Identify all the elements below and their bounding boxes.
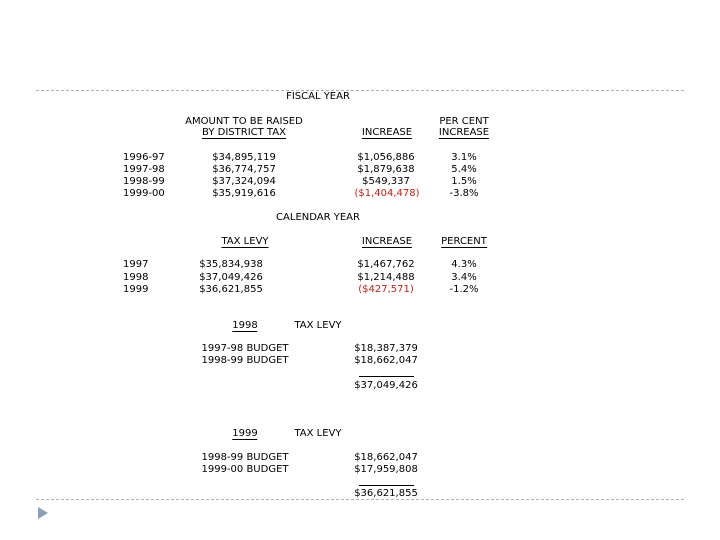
fiscal-increase-cell: $1,056,886 xyxy=(357,152,415,163)
fiscal-amount-cell: $36,774,757 xyxy=(212,164,276,175)
breakdown-1999-item-name: 1998-99 BUDGET xyxy=(201,452,289,463)
calendar-year-title: CALENDAR YEAR xyxy=(276,212,360,223)
bottom-separator xyxy=(36,499,684,500)
breakdown-1999-item-name: 1999-00 BUDGET xyxy=(201,464,289,475)
breakdown-1999-item-amount: $18,662,047 xyxy=(354,452,418,463)
fiscal-year-cell: 1996-97 xyxy=(123,152,165,163)
calendar-year-cell: 1997 xyxy=(123,259,149,270)
fiscal-increase-cell-negative: ($1,404,478) xyxy=(354,188,420,199)
calendar-percent-cell: 4.3% xyxy=(451,259,477,270)
calendar-percent-cell: -1.2% xyxy=(449,284,479,295)
fiscal-col-amount-line2: BY DISTRICT TAX xyxy=(202,127,286,138)
fiscal-col-percent-line2: INCREASE xyxy=(438,127,490,138)
fiscal-increase-cell: $549,337 xyxy=(362,176,410,187)
fiscal-amount-cell: $37,324,094 xyxy=(212,176,276,187)
fiscal-percent-cell: 1.5% xyxy=(451,176,477,187)
fiscal-percent-cell: -3.8% xyxy=(449,188,479,199)
fiscal-amount-cell: $34,895,119 xyxy=(212,152,276,163)
fiscal-amount-cell: $35,919,616 xyxy=(212,188,276,199)
breakdown-1999-sum-line xyxy=(359,485,414,486)
fiscal-col-increase: INCREASE xyxy=(361,127,413,138)
breakdown-1999-label: TAX LEVY xyxy=(294,428,342,439)
fiscal-year-cell: 1998-99 xyxy=(123,176,165,187)
bullet-triangle-icon xyxy=(37,506,49,520)
calendar-percent-cell: 3.4% xyxy=(451,272,477,283)
calendar-increase-cell: $1,214,488 xyxy=(357,272,415,283)
calendar-increase-cell-negative: ($427,571) xyxy=(358,284,414,295)
fiscal-col-percent-line1: PER CENT xyxy=(439,116,489,127)
fiscal-year-cell: 1997-98 xyxy=(123,164,165,175)
calendar-col-percent: PERCENT xyxy=(441,236,487,247)
breakdown-1998-year: 1998 xyxy=(232,320,258,331)
fiscal-percent-cell: 5.4% xyxy=(451,164,477,175)
breakdown-1998-item-name: 1997-98 BUDGET xyxy=(201,343,289,354)
breakdown-1998-item-amount: $18,387,379 xyxy=(354,343,418,354)
calendar-col-increase: INCREASE xyxy=(361,236,413,247)
breakdown-1998-total: $37,049,426 xyxy=(354,380,418,391)
calendar-levy-cell: $35,834,938 xyxy=(199,259,263,270)
fiscal-col-amount-line1: AMOUNT TO BE RAISED xyxy=(185,116,303,127)
fiscal-year-cell: 1999-00 xyxy=(123,188,165,199)
breakdown-1999-total: $36,621,855 xyxy=(354,488,418,499)
fiscal-year-title: FISCAL YEAR xyxy=(286,91,350,102)
calendar-levy-cell: $36,621,855 xyxy=(199,284,263,295)
calendar-year-cell: 1998 xyxy=(123,272,149,283)
breakdown-1999-item-amount: $17,959,808 xyxy=(354,464,418,475)
calendar-levy-cell: $37,049,426 xyxy=(199,272,263,283)
calendar-col-levy: TAX LEVY xyxy=(221,236,269,247)
calendar-year-cell: 1999 xyxy=(123,284,149,295)
breakdown-1998-sum-line xyxy=(359,376,414,377)
breakdown-1999-year: 1999 xyxy=(232,428,258,439)
breakdown-1998-item-name: 1998-99 BUDGET xyxy=(201,355,289,366)
fiscal-increase-cell: $1,879,638 xyxy=(357,164,415,175)
top-separator xyxy=(36,90,684,91)
breakdown-1998-label: TAX LEVY xyxy=(294,320,342,331)
fiscal-percent-cell: 3.1% xyxy=(451,152,477,163)
breakdown-1998-item-amount: $18,662,047 xyxy=(354,355,418,366)
calendar-increase-cell: $1,467,762 xyxy=(357,259,415,270)
